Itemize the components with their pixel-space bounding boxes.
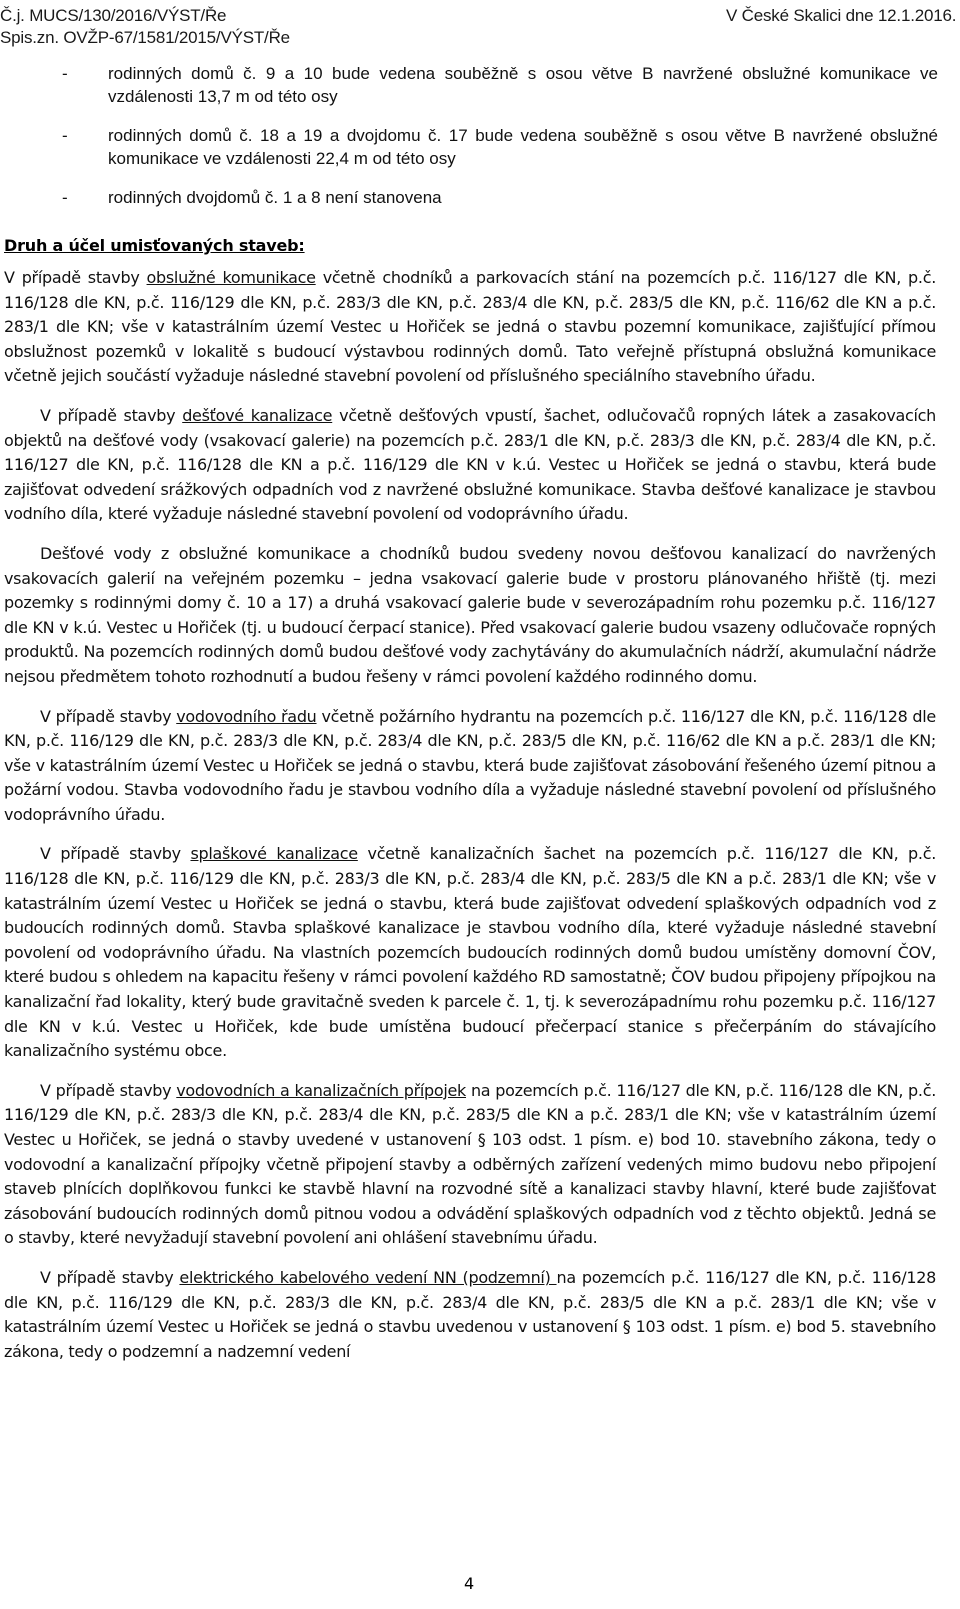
file-number: Spis.zn. OVŽP-67/1581/2015/VÝST/Ře (0, 28, 290, 47)
paragraph-text: Dešťové vody z obslužné komunikace a chodníků budou svedeny novou dešťovou kanalizací do navržených vsakovacích galerií na veřejném pozemku – jedna vsakovací galerie bude v prostoru plánovaného hřiště (tj. mezi pozemky s rodinnými domy č. 10 a 17) a druhá vsakovací galerie bude v severozápadním rohu pozemku p.č. 116/127 dle KN v k.ú. Vestec u Hořiček (tj. u budoucí čerpací stanice). Před vsakovací galerie budou vsazeny odlučovače ropných produktů. Na pozemcích rodinných domů budou dešťové vody zachytávány do akumulačních nádrží, akumulační nádrže nejsou předmětem tohoto rozhodnutí a budou řešeny v rámci povolení každého rodinného domu. (4, 543, 936, 686)
bullet-dash: - (62, 188, 68, 207)
paragraph-text: včetně chodníků a parkovacích stání na pozemcích p.č. 116/127 dle KN, p.č. 116/128 dle KN, p.č. 116/129 dle KN, p.č. 283/3 dle KN, p.č. 283/4 dle KN, p.č. 283/5 dle KN, p.č. 116/62 dle KN a p.č. 283/1 dle KN; vše v katastrálním území Vestec u Hořiček se jedná o stavbu pozemní komunikace, zajišťující přímou obslužnost pozemků v lokalitě s budoucí výstavbou rodinných domů. Tato veřejně přístupná obslužná komunikace včetně jejich součástí vyžaduje následné stavební povolení od příslušného speciálního stavebního úřadu. (4, 268, 936, 386)
paragraph-underlined: splaškové kanalizace (190, 844, 358, 864)
bullet-text: rodinných domů č. 18 a 19 a dvojdomu č. 17 bude vedena souběžně s osou větve B navržené obslužné komunikace ve vzdálenosti 22,4 m od této osy (108, 126, 938, 168)
paragraph-text: včetně kanalizačních šachet na pozemcích p.č. 116/127 dle KN, p.č. 116/128 dle KN, p.č. 116/129 dle KN, p.č. 283/3 dle KN, p.č. 283/4 dle KN, p.č. 283/5 dle KN a p.č. 283/1 dle KN; vše v katastrálním území Vestec u Hořiček se jedná o stavbu, která bude zajišťovat odvedení splaškových odpadních vod z budoucích rodinných domů. Stavba splaškové kanalizace je stavbou vodního díla, které vyžaduje následné stavební povolení od vodoprávního úřadu. Na vlastních pozemcích budoucích rodinných domů budou umístěny domovní ČOV, které budou s ohledem na kapacitu řešeny v rámci povolení každého RD samostatně; ČOV budou připojeny přípojkou na kanalizační řad lokality, který bude gravitačně sveden k parcele č. 1, tj. k severozápadnímu rohu pozemku p.č. 116/127 dle KN v k.ú. Vestec u Hořiček, kde bude umístěna budoucí přečerpací stanice s přečerpáním do stávajícího kanalizačního systému obce. (4, 844, 936, 1061)
reference-number: Č.j. MUCS/130/2016/VÝST/Ře (0, 6, 227, 25)
document-header (0, 6, 960, 50)
paragraph (4, 404, 936, 527)
bullet-text: rodinných domů č. 9 a 10 bude vedena souběžně s osou větve B navržené obslužné komunikace ve vzdálenosti 13,7 m od této osy (108, 64, 938, 106)
paragraph-text: V případě stavby (40, 405, 183, 425)
paragraph (4, 842, 936, 1063)
paragraph-text: V případě stavby (40, 706, 177, 726)
paragraph-underlined: vodovodních a kanalizačních přípojek (176, 1080, 466, 1100)
paragraph-text: včetně dešťových vpustí, šachet, odlučovačů ropných látek a zasakovacích objektů na dešťové vody (vsakovací galerie) na pozemcích p.č. 283/1 dle KN, p.č. 283/3 dle KN, p.č. 283/4 dle KN, p.č. 116/127 dle KN, p.č. 116/128 dle KN a p.č. 116/129 dle KN v k.ú. Vestec u Hořiček se jedná o stavbu, která bude zajišťovat odvedení srážkových odpadních vod z navržené obslužné komunikace. Stavba dešťové kanalizace je stavbou vodního díla, které vyžaduje následné stavební povolení od vodoprávního úřadu. (4, 405, 936, 524)
paragraph (4, 266, 936, 389)
bullet-dash: - (62, 126, 68, 145)
bullet-list (62, 62, 938, 225)
paragraph-text: V případě stavby (40, 1080, 177, 1100)
paragraph-text: V případě stavby (40, 1267, 180, 1287)
paragraph-text: na pozemcích p.č. 116/127 dle KN, p.č. 116/128 dle KN, p.č. 116/129 dle KN, p.č. 283/3 dle KN, p.č. 283/4 dle KN, p.č. 283/5 dle KN a p.č. 283/1 dle KN; vše v katastrálním území Vestec u Hořiček, se jedná o stavby uvedené v ustanovení § 103 odst. 1 písm. e) bod 10. stavebního zákona, tedy o vodovodní a kanalizační přípojky včetně připojení stavby a odběrných zařízení vedených mimo budovu nebo připojení staveb plnících doplňkovou funkci ke stavbě hlavní na rozvodné sítě a kanalizaci stavby hlavní, které bude zajišťovat zásobování budoucích rodinných domů pitnou vodou a odvádění splaškových odpadních vod z těchto objektů. Jedná se o stavby, které nevyžadují stavební povolení ani ohlášení stavebnímu úřadu. (4, 1080, 936, 1248)
paragraph-text: na pozemcích p.č. 116/127 dle KN, p.č. 116/128 dle KN, p.č. 116/129 dle KN, p.č. 283/3 dle KN, p.č. 283/4 dle KN, p.č. 283/5 dle KN a p.č. 283/1 dle KN; vše v katastrálním území Vestec u Hořiček se jedná o stavbu uvedenou v ustanovení § 103 odst. 1 písm. e) bod 5. stavebního zákona, tedy o podzemní a nadzemní vedení (4, 1267, 936, 1361)
paragraph-underlined: dešťové kanalizace (182, 405, 333, 425)
bullet-dash: - (62, 64, 68, 83)
paragraph-underlined: obslužné komunikace (146, 268, 316, 287)
page-number: 4 (464, 1574, 475, 1593)
document-body (4, 266, 936, 1379)
paragraph-underlined: elektrického kabelového vedení NN (podzemní) (179, 1267, 557, 1287)
list-item (62, 124, 938, 170)
list-item (62, 62, 938, 108)
paragraph (4, 705, 936, 828)
section-heading: Druh a účel umisťovaných staveb: (4, 236, 305, 255)
paragraph-underlined: vodovodního řadu (176, 706, 317, 726)
bullet-text: rodinných dvojdomů č. 1 a 8 není stanovena (108, 188, 442, 207)
paragraph (4, 542, 936, 690)
paragraph-text: V případě stavby (4, 268, 147, 287)
paragraph-text: včetně požárního hydrantu na pozemcích p.č. 116/127 dle KN, p.č. 116/128 dle KN, p.č. 116/129 dle KN, p.č. 283/3 dle KN, p.č. 283/4 dle KN, p.č. 283/5 dle KN, p.č. 116/62 dle KN a p.č. 283/1 dle KN; vše v katastrálním území Vestec u Hořiček se jedná o stavbu, která bude zajišťovat zásobování řešeného území pitnou a požární vodou. Stavba vodovodního řadu je stavbou vodního díla a vyžaduje následné stavební povolení od příslušného vodoprávního úřadu. (4, 706, 936, 824)
paragraph (4, 1079, 936, 1251)
paragraph (4, 1266, 936, 1364)
paragraph-text: V případě stavby (40, 844, 191, 864)
document-date: V České Skalici dne 12.1.2016. (726, 6, 957, 25)
list-item (62, 186, 938, 209)
